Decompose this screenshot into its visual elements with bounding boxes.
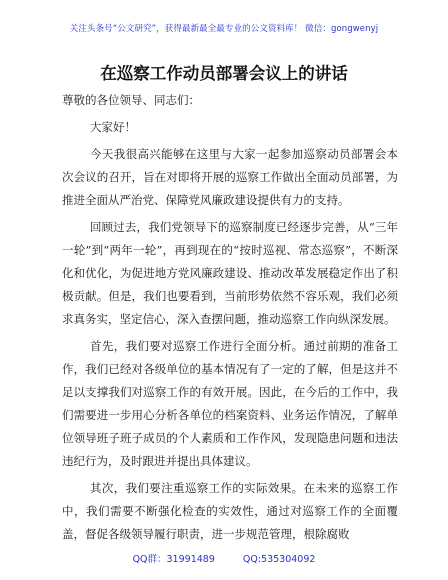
- paragraph-3: 首先，我们要对巡察工作进行全面分析。通过前期的准备工作，我们已经对各级单位的基本情况有了一定的了解，但是这并不足以支撑我们对巡察工作的有效开展。因此，在今后的工作中，我们需要进一步用心分析各单位的档案资料、业务运作情况，了解单位领导班子班子成员的个人素质和工作作风，发现隐患问题和违法违纪行为，及时跟进并提出具体建议。: [62, 339, 398, 468]
- footer-qq-number: QQ:535304092: [242, 554, 316, 565]
- document-title: 在巡察工作动员部署会议上的讲话: [100, 64, 348, 83]
- paragraph-1: 今天我很高兴能够在这里与大家一起参加巡察动员部署会本次会议的召开，旨在对即将开展的巡察工作做出全面动员部署，为推进全面从严治党、保障党风廉政建设提供有力的支持。: [62, 147, 398, 207]
- footer: [0, 551, 448, 565]
- footer-qq-group: QQ群：31991489: [132, 554, 215, 565]
- header-banner: 关注头条号“公文研究”，获得最新最全最专业的公文资料库！ 微信：gongwenyj: [69, 24, 379, 34]
- document-body: [62, 89, 398, 546]
- salutation: 尊敬的各位领导、同志们：: [62, 93, 200, 107]
- greeting: 大家好！: [90, 120, 136, 134]
- paragraph-4: 其次，我们要注重巡察工作的实际效果。在未来的巡察工作中，我们需要不断强化检查的实效性，通过对巡察工作的全面覆盖，督促各级领导履行职责，进一步规范管理，根除腐败: [62, 481, 398, 541]
- paragraph-2: 回顾过去，我们党领导下的巡察制度已经逐步完善，从“三年一轮”到“两年一轮”，再到现在的“按时巡视、常态巡察”，不断深化和优化，为促进地方党风廉政建设、推动改革发展稳定作出了积极贡献。但是，我们也要看到，当前形势依然不容乐观，我们必须求真务实，坚定信心，深入查摆问题，推动巡察工作向纵深发展。: [62, 220, 398, 326]
